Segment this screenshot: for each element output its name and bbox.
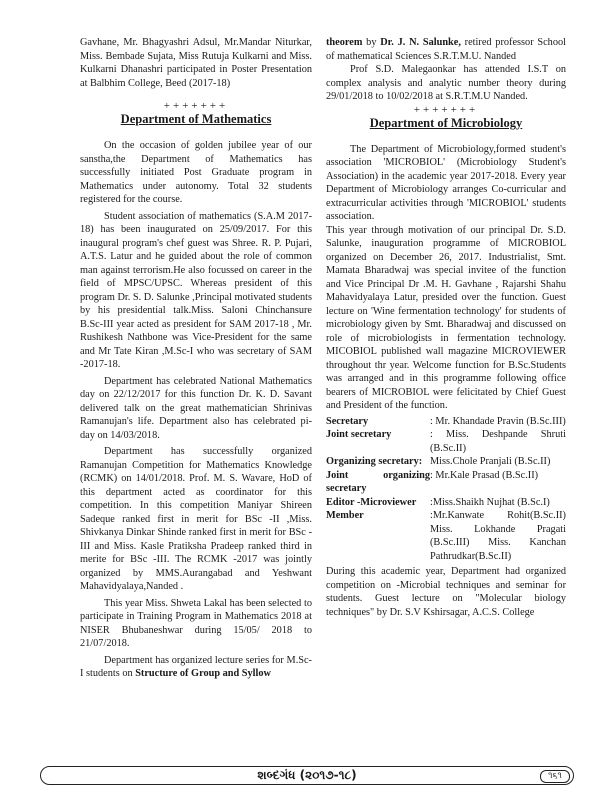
paragraph-malegaonkar-ist: Prof S.D. Malegaonkar has attended I.S.T on complex analysis and analytic number theory during 29/01/2018 to 10/02/2018 at S.R.T.M.U Nanded. [326,64,566,102]
bearer-name: :Miss.Shaikh Nujhat (B.Sc.I) [430,496,550,508]
lecture-speaker-affiliation: retired professor School of mathematical Sciences S.R.T.M.U. Nanded [326,37,566,62]
table-row [326,496,566,510]
bearer-role: Joint secretary [326,429,392,440]
bearer-role: Secretary [326,415,369,427]
paragraph-rcmk-competition: Department has successfully organized Ramanujan Competition for Mathematics Knowledge (RCMK) on 14/01/2018. Prof. M. S. Wavare, HoD of this department acted as coordinator for this competition. In this competition Maniyar Shireen Sadeque ranked first in merit for BSc -II ,Miss. Shivkanya Dinkar Shinde ranked first in merit for BSc -III and Miss. Kasle Pratiksha Pradeep ranked third in merite for BSc -III. The RCMK -2017 was jointly organized by MMS.Aurangabad and Yeshwant Mahavidyalaya,Nanded . [80,446,312,592]
office-bearers-table [326,415,566,564]
table-row [326,455,566,469]
bearer-role: Organizing secretary: [326,456,423,467]
paragraph-lecture-series-continued [326,36,566,63]
lecture-series-text: Department has organized lecture series for M.Sc-I students on [80,654,312,679]
right-column [326,36,566,619]
lecture-text-by: by [362,37,381,48]
paragraph-microbiology-competition: During this academic year, Department had organized competition on -Microbial techniques and seminar for students. Guest lecture on "Molecular biology techniques" by Dr. S.V Kshirsagar, A.C.S. College [326,566,566,618]
footer-journal-title: શબ્દગંધ (૨૦૧૭-૧૮) [40,766,574,785]
bearer-name: :Mr.Kanwate Rohit(B.Sc.II) Miss. Lokhande Pragati (B.Sc.III) Miss. Kanchan Pathrudkar(B.Sc.II) [430,510,566,562]
section-divider-stars: +++++++ [413,103,479,116]
heading-department-of-mathematics: Department of Mathematics [120,112,272,126]
paragraph-lecture-series [80,654,312,681]
bearer-role: Member [326,510,364,521]
paragraph-niser-training: This year Miss. Shweta Lakal has been selected to participate in Training Program in Mathematics 2018 at NISER Bhubaneshwar during 15/05/ 2018 to 21/07/2018. [80,597,312,649]
lecture-speaker: Dr. J. N. Salunke, [380,37,461,48]
bearer-name: : Miss. Deshpande Shruti (B.Sc.II) [430,429,566,454]
bearer-role: Joint organizing secretary [326,469,430,494]
bearer-name: : Mr. Khandade Pravin (B.Sc.III) [430,415,566,427]
paragraph-microbiol-inauguration: This year through motivation of our principal Dr. S.D. Salunke, inauguration programme of MICROBIOL organized on December 26, 2017. Industrialist, Smt. Mamata Bharadwaj was special invitee of the function and Vice Principal Dr .M. H. Gavhane , Rajarshi Shahu Mahavidyalaya Latur, presided over the function. Guest lecture on 'Wine fermentation technology' for students of microbiology given by Smt. Bharadwaj and discussed on role of microbiologists in fermentation technology. MICOBIOL published wall magazine MICROVIEWER throughout thr year. Welcome function for B.Sc.Students was arranged and in this programme following office bearers of MICROBIOL were felicitated by Chief Guest and President of the function. [326,224,566,411]
table-row [326,469,566,496]
paragraph-mathematics-day: Department has celebrated National Mathematics day on 22/12/2017 for this function Dr. K. D. Savant delivered talk on the great mathematician Shrinivas Ramanujan's life. Department also has celebrated pi-day on 14/03/2018. [80,375,312,441]
table-row [326,428,566,455]
paragraph-sam-association: Student association of mathematics (S.A.M 2017-18) has been inaugurated on 25/09/2017. For this inaugural program's chef guest was Shree. R. P. Pujari, A.T.S. Latur and he guided about the role of common man against terrorism.He also focussed on career in the field of MPSC/UPSC. Whereas president of this program Dr. S. D. Salunke ,Principal motivated students by his presidential talk.Miss. Saloni Chinchansure B.Sc-III year acted as president for SAM 2017-18 , Mr. Rushikesh Nathbone was Vice-President for the same and Mr Tate Kiran ,M.Sc-I who was secretary of SAM -2017-18. [80,210,312,370]
table-row [326,509,566,563]
paragraph-math-pg-program: On the occasion of golden jubilee year of our sanstha,the Department of Mathematics has successfully initiated Post Graduate program in Mathematics under autonomy. Total 32 students registered for the course. [80,140,312,205]
lecture-topic-theorem: theorem [326,37,363,48]
table-row [326,415,566,429]
paragraph-poster-presentation: Gavhane, Mr. Bhagyashri Adsul, Mr.Mandar Niturkar, Miss. Bembade Sujata, Miss Rutuja Kulkarni and Miss. Kulkarni Dhanashri participated in Poster Presentation at Balbhim College, Beed (2017-18) [80,37,312,89]
bearer-role: Editor -Microviewer [326,496,417,508]
left-column [80,36,312,681]
paragraph-microbiol-association: The Department of Microbiology,formed student's association 'MICROBIOL' (Microbiology Student's Association) in the academic year 2017-2018. Every year Department of Microbiology arranges Co-curricular and extracurricular activities through 'MICROBIOL' students association. [326,143,566,222]
lecture-series-topic: Structure of Group and Syllow [135,668,271,679]
page-number: ૧૬૧ [540,770,570,783]
bearer-name: Miss.Chole Pranjali (B.Sc.II) [430,456,551,467]
section-divider-stars: +++++++ [163,100,229,112]
heading-department-of-microbiology: Department of Microbiology [369,115,523,130]
bearer-name: : Mr.Kale Prasad (B.Sc.II) [430,469,539,481]
